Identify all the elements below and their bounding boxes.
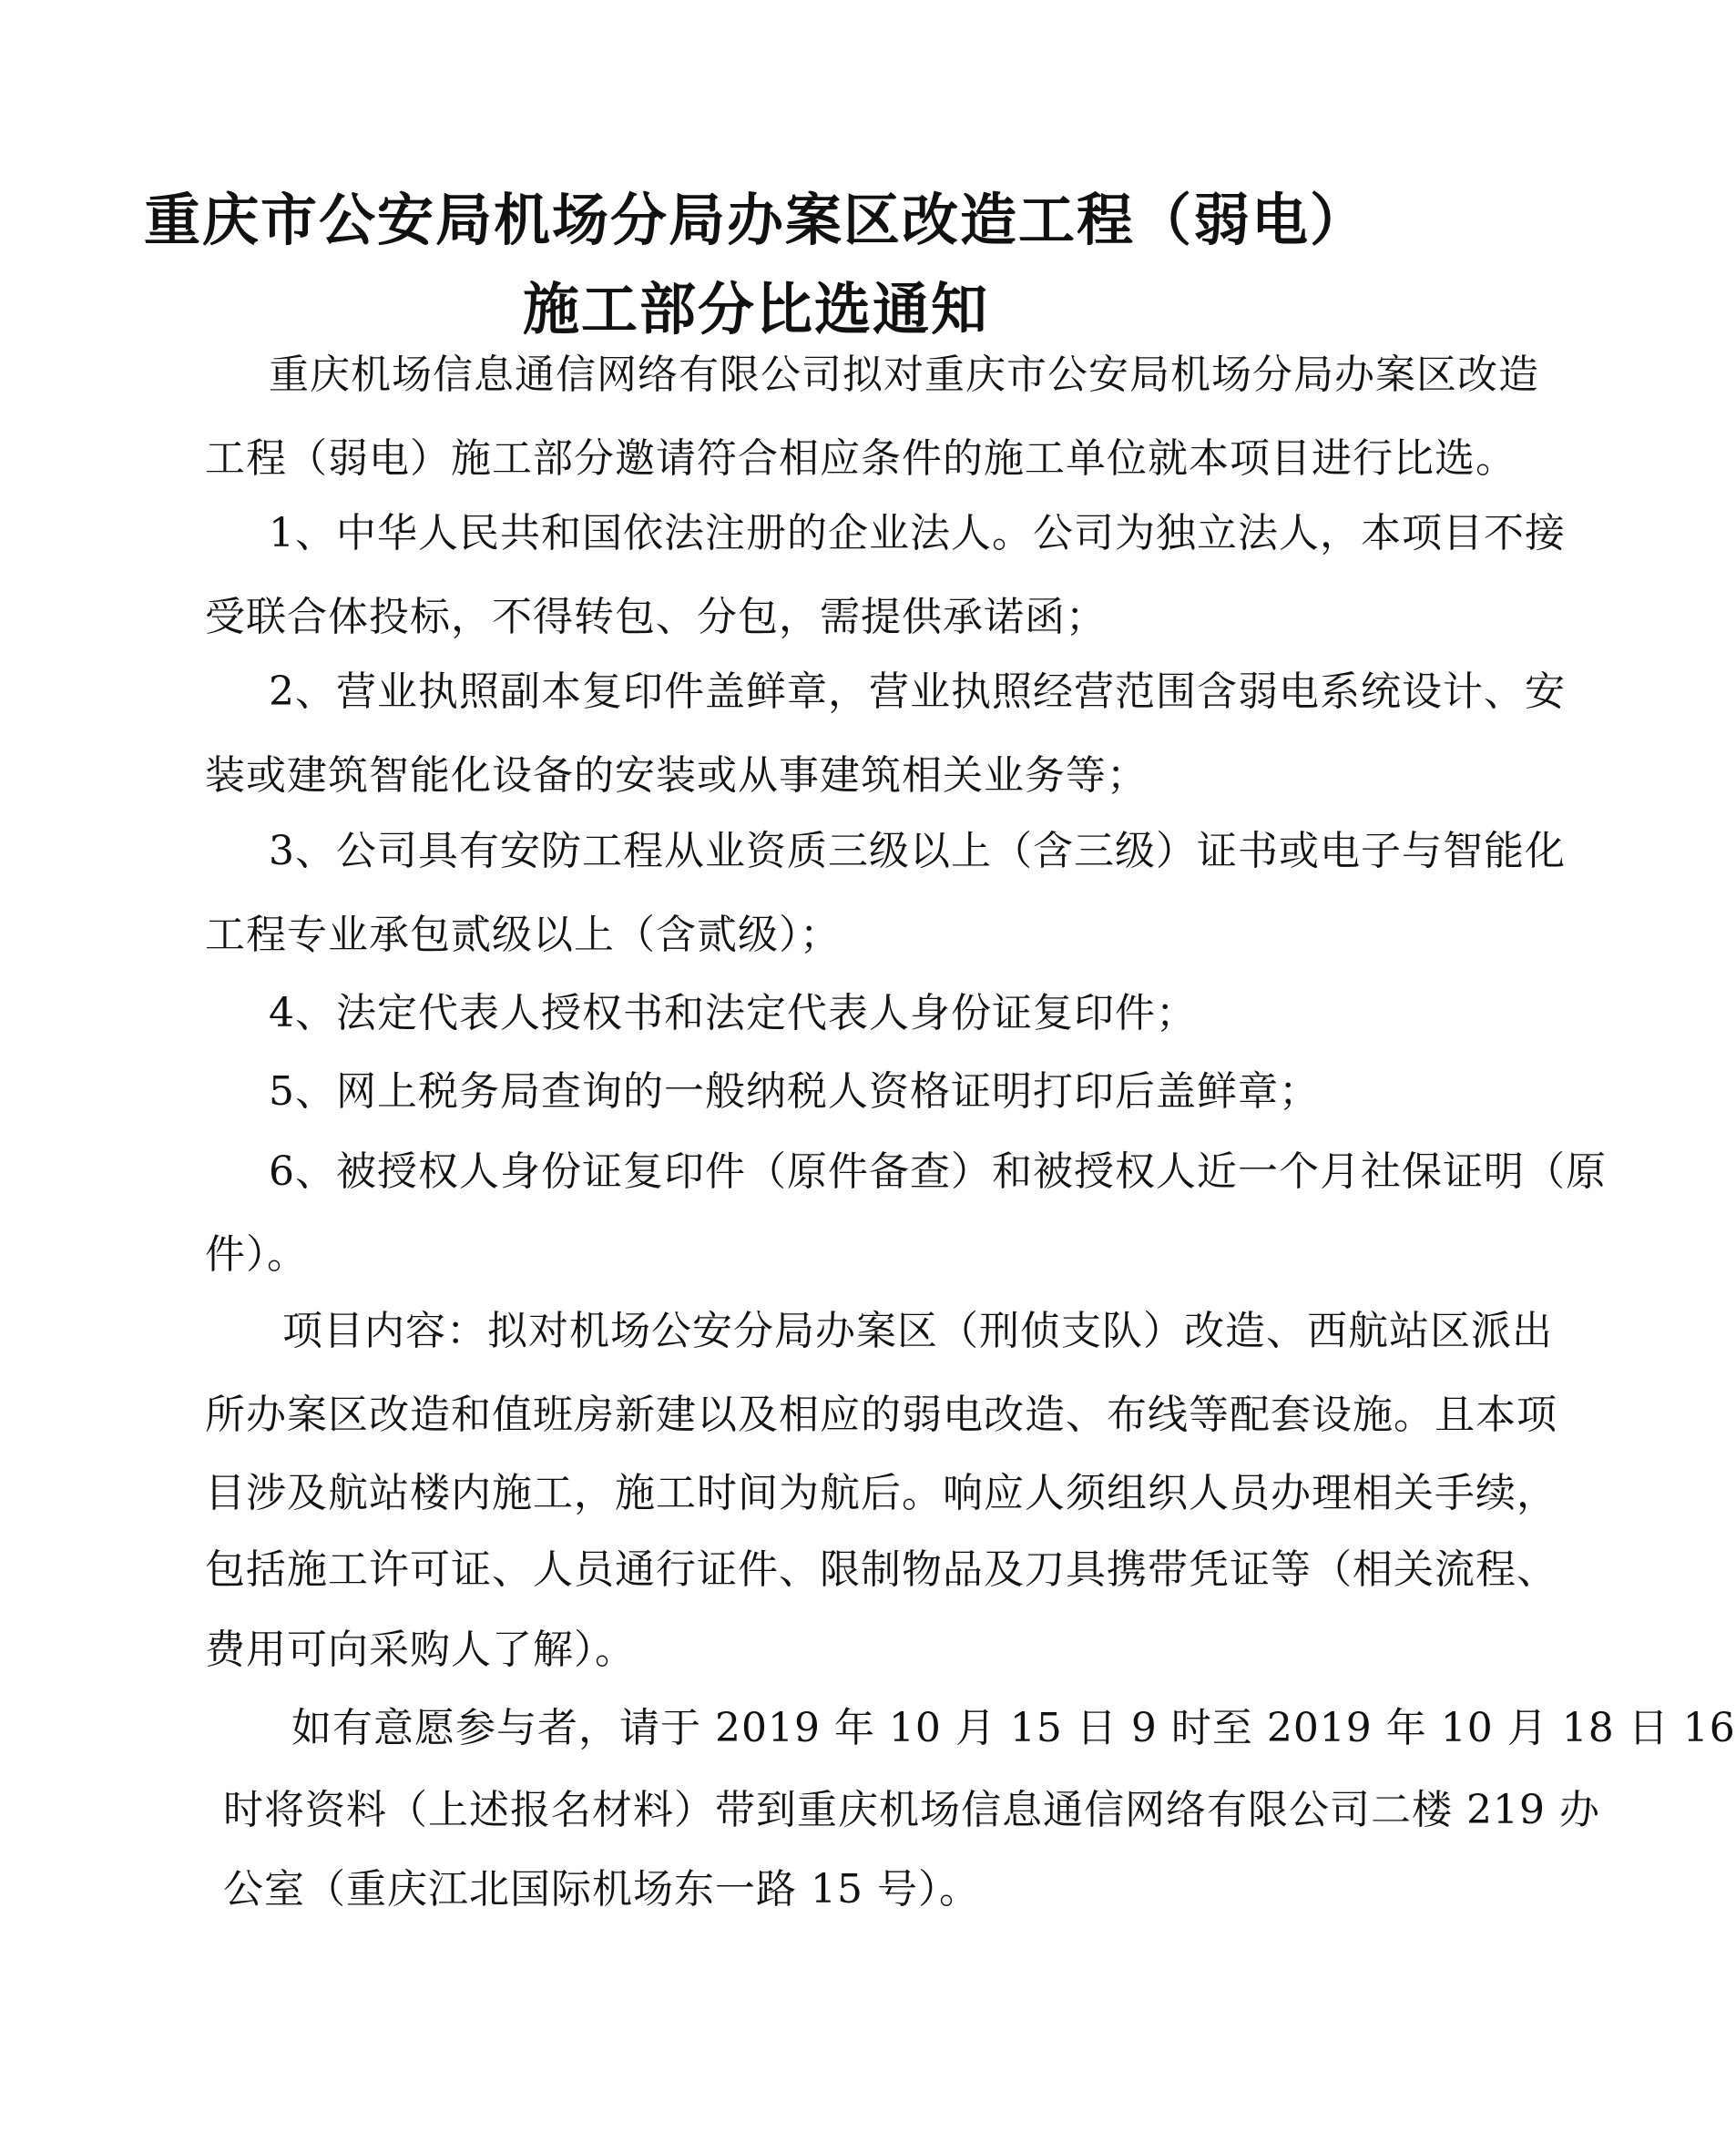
req2-line-2: 装或建筑智能化设备的安装或从事建筑相关业务等； bbox=[205, 752, 1148, 799]
req1-line-2: 受联合体投标，不得转包、分包，需提供承诺函； bbox=[205, 594, 1107, 640]
req2-line-1: 2、营业执照副本复印件盖鲜章，营业执照经营范围含弱电系统设计、安 bbox=[269, 668, 1566, 715]
contact-line-2: 时将资料（上述报名材料）带到重庆机场信息通信网络有限公司二楼 219 办 bbox=[223, 1787, 1600, 1833]
req6-line-2: 件）。 bbox=[205, 1231, 308, 1278]
project-line-5: 费用可向采购人了解）。 bbox=[205, 1627, 636, 1673]
project-line-1: 项目内容：拟对机场公安分局办案区（刑侦支队）改造、西航站区派出 bbox=[282, 1308, 1553, 1354]
project-line-2: 所办案区改造和值班房新建以及相应的弱电改造、布线等配套设施。且本项 bbox=[205, 1392, 1557, 1438]
req1-line-1: 1、中华人民共和国依法注册的企业法人。公司为独立法人，本项目不接 bbox=[269, 510, 1566, 556]
intro-line-2: 工程（弱电）施工部分邀请符合相应条件的施工单位就本项目进行比选。 bbox=[205, 435, 1516, 482]
req6-line-1: 6、被授权人身份证复印件（原件备查）和被授权人近一个月社保证明（原 bbox=[269, 1148, 1607, 1195]
contact-line-1: 如有意愿参与者，请于 2019 年 10 月 15 日 9 时至 2019 年 10 月 18 日 16 bbox=[291, 1705, 1736, 1751]
contact-line-3: 公室（重庆江北国际机场东一路 15 号）。 bbox=[223, 1866, 980, 1913]
req4-line-1: 4、法定代表人授权书和法定代表人身份证复印件； bbox=[269, 990, 1197, 1036]
project-line-4: 包括施工许可证、人员通行证件、限制物品及刀具携带凭证等（相关流程、 bbox=[205, 1546, 1557, 1593]
project-line-3: 目涉及航站楼内施工，施工时间为航后。响应人须组织人员办理相关手续， bbox=[205, 1470, 1557, 1516]
intro-line-1: 重庆机场信息通信网络有限公司拟对重庆市公安局机场分局办案区改造 bbox=[269, 352, 1539, 398]
req5-line-1: 5、网上税务局查询的一般纳税人资格证明打印后盖鲜章； bbox=[269, 1068, 1320, 1115]
req3-line-1: 3、公司具有安防工程从业资质三级以上（含三级）证书或电子与智能化 bbox=[269, 828, 1566, 874]
title-line-2: 施工部分比选通知 bbox=[522, 276, 989, 342]
title-line-1: 重庆市公安局机场分局办案区改造工程（弱电） bbox=[143, 187, 1368, 253]
req3-line-2: 工程专业承包贰级以上（含贰级）； bbox=[205, 912, 841, 958]
